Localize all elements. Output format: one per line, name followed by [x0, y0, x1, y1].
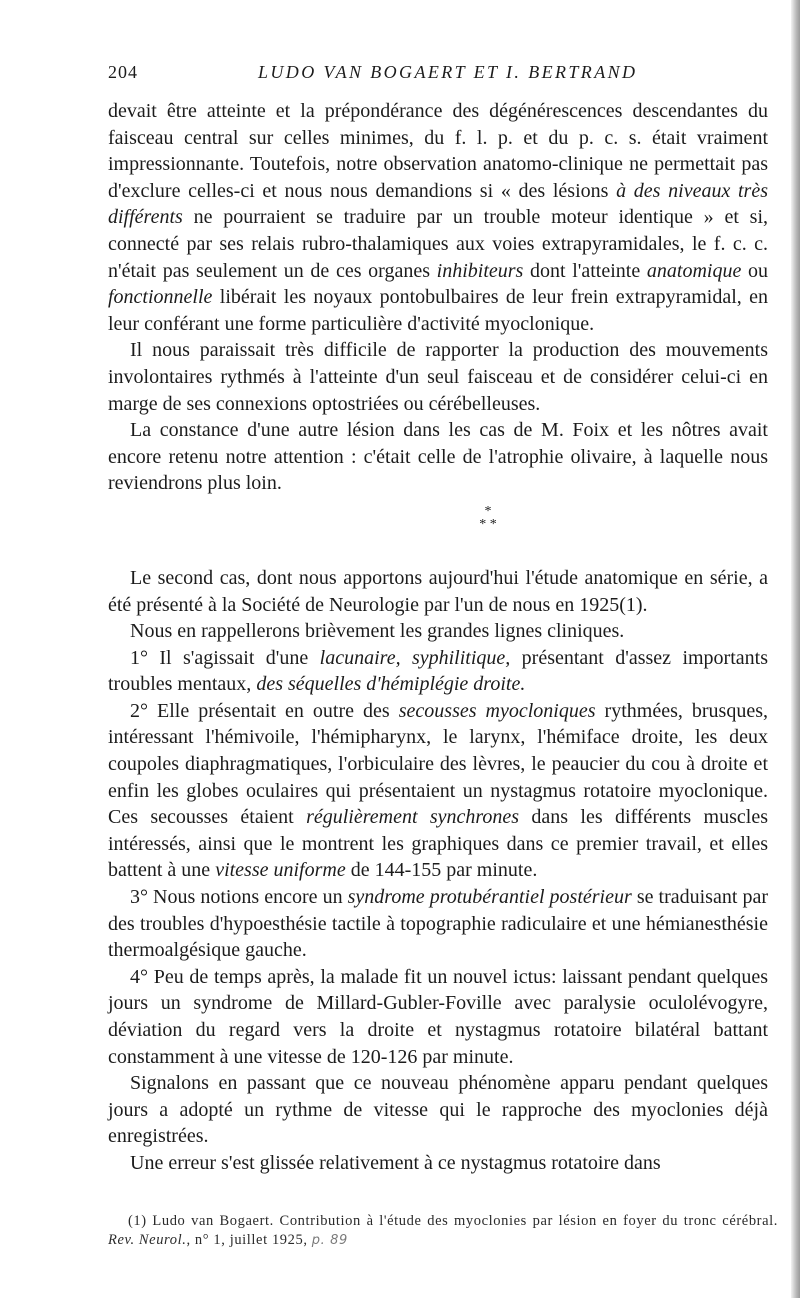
text-segment: Le second cas, dont nous apportons aujourd'hui l'étude anatomique en série, a été présenté à la Société de Neurologie par l'un de nous en 1925(1).: [108, 566, 768, 616]
footnote: [108, 1212, 778, 1250]
italic-text: fonctionnelle: [108, 286, 213, 309]
body-paragraph: [108, 645, 768, 698]
text-segment: présentant d'assez importants troubles mentaux,: [108, 646, 768, 696]
italic-text: régulièrement synchrones: [306, 806, 520, 829]
footnote-journal: Rev. Neurol.: [108, 1232, 187, 1248]
italic-text: des séquelles d'hémiplégie droite.: [256, 673, 526, 696]
body-paragraph: [108, 417, 768, 497]
text-segment: ne pourraient se traduire par un trouble moteur identique » et si, connecté par ses relais rubro-thalamiques aux voies extrapyramidales, le f. c. c. n'était pas seulement un de ces organes: [108, 206, 768, 282]
running-title: LUDO VAN BOGAERT ET I. BERTRAND: [258, 62, 638, 82]
text-segment: de 144-155 par minute.: [345, 859, 538, 882]
text-segment: dans les différents muscles intéressés, ainsi que le montrent les graphiques dans ce premier travail, et elles battent à une: [108, 806, 768, 882]
page-number: 204: [108, 62, 138, 82]
italic-text: anatomique: [646, 259, 742, 282]
asterism-top: *: [484, 503, 492, 519]
page-header: [108, 62, 768, 88]
asterism-bottom: * *: [479, 516, 497, 532]
page-edge-shadow: [791, 0, 800, 1298]
italic-text: lacunaire, syphilitique,: [319, 646, 511, 669]
body-paragraph: [108, 884, 768, 964]
footnote-rest: , n° 1, juillet 1925,: [186, 1232, 312, 1248]
footnote-paragraph: [108, 1212, 778, 1250]
text-segment: 3° Nous notions encore un: [130, 886, 348, 909]
text-segment: Signalons en passant que ce nouveau phénomène apparu pendant quelques jours a adopté un rythme de vitesse qui le rapproche des myoclonies déjà enregistrées.: [108, 1072, 768, 1148]
text-segment: 4° Peu de temps après, la malade fit un nouvel ictus: laissant pendant quelques jours un syndrome de Millard-Gubler-Foville avec paralysie oculolévogyre, déviation du regard vers la droite et nystagmus rotatoire bilatéral battant constamment à une vitesse de 120-126 par minute.: [108, 965, 768, 1068]
footnote-text: (1) Ludo van Bogaert. Contribution à l'étude des myoclonies par lésion en foyer du tronc cérébral.: [128, 1213, 778, 1229]
text-segment: 1° Il s'agissait d'une: [130, 646, 320, 669]
text-segment: Il nous paraissait très difficile de rapporter la production des mouvements involontaires rythmés à l'atteinte d'un seul faisceau et de considérer celui-ci en marge de ses connexions optostriées ou cérébelleuses.: [108, 339, 768, 415]
body-text: [108, 98, 768, 1177]
asterism-gap: [108, 541, 768, 565]
text-segment: rythmées, brusques, intéressant l'hémivoile, l'hémipharynx, le larynx, l'hémiface droite, les deux coupoles diaphragmatiques, l'orbiculaire des lèvres, le peaucier du cou à droite et enfin les globes oculaires qui présentaient un nystagmus rotatoire myoclonique. Ces secousses étaient: [108, 699, 768, 829]
body-paragraph: [108, 698, 768, 884]
body-paragraph: [108, 98, 768, 337]
body-paragraph: [108, 565, 768, 618]
body-paragraph: [108, 964, 768, 1070]
text-segment: ou: [741, 259, 768, 282]
text-segment: devait être atteinte et la prépondérance des dégénérescences descendantes du faisceau central sur celles minimes, du f. l. p. et du p. c. s. était vraiment impressionnante. Toutefois, notre observation anatomo-clinique ne permettait pas d'exclure celles-ci et nous nous demandions si « des lésions: [108, 100, 768, 202]
body-paragraph: [108, 1150, 768, 1177]
text-segment: dont l'atteinte: [523, 259, 647, 282]
text-segment: se traduisant par des troubles d'hypoesthésie tactile à topographie radiculaire et une hémianesthésie thermoalgésique gauche.: [108, 886, 768, 962]
text-segment: Une erreur s'est glissée relativement à ce nystagmus rotatoire dans: [130, 1151, 661, 1174]
italic-text: syndrome protubérantiel postérieur: [347, 886, 632, 909]
text-segment: libérait les noyaux pontobulbaires de leur frein extrapyramidal, en leur conférant une forme particulière d'activité myoclonique.: [108, 286, 768, 335]
asterism-separator: [108, 505, 768, 531]
text-segment: Nous en rappellerons brièvement les grandes lignes cliniques.: [130, 620, 625, 643]
italic-text: à des niveaux très différents: [108, 179, 769, 229]
text-segment: 2° Elle présentait en outre des: [130, 699, 399, 722]
text-segment: La constance d'une autre lésion dans les cas de M. Foix et les nôtres avait encore retenu notre attention : c'était celle de l'atrophie olivaire, à laquelle nous reviendrons plus loin.: [108, 419, 768, 495]
italic-text: vitesse uniforme: [215, 859, 346, 882]
italic-text: inhibiteurs: [436, 259, 524, 282]
body-paragraph: [108, 1070, 768, 1150]
body-paragraph: [108, 337, 768, 417]
italic-text: secousses myocloniques: [398, 699, 596, 722]
body-paragraph: [108, 618, 768, 645]
handwritten-annotation: p. 89: [311, 1233, 348, 1248]
